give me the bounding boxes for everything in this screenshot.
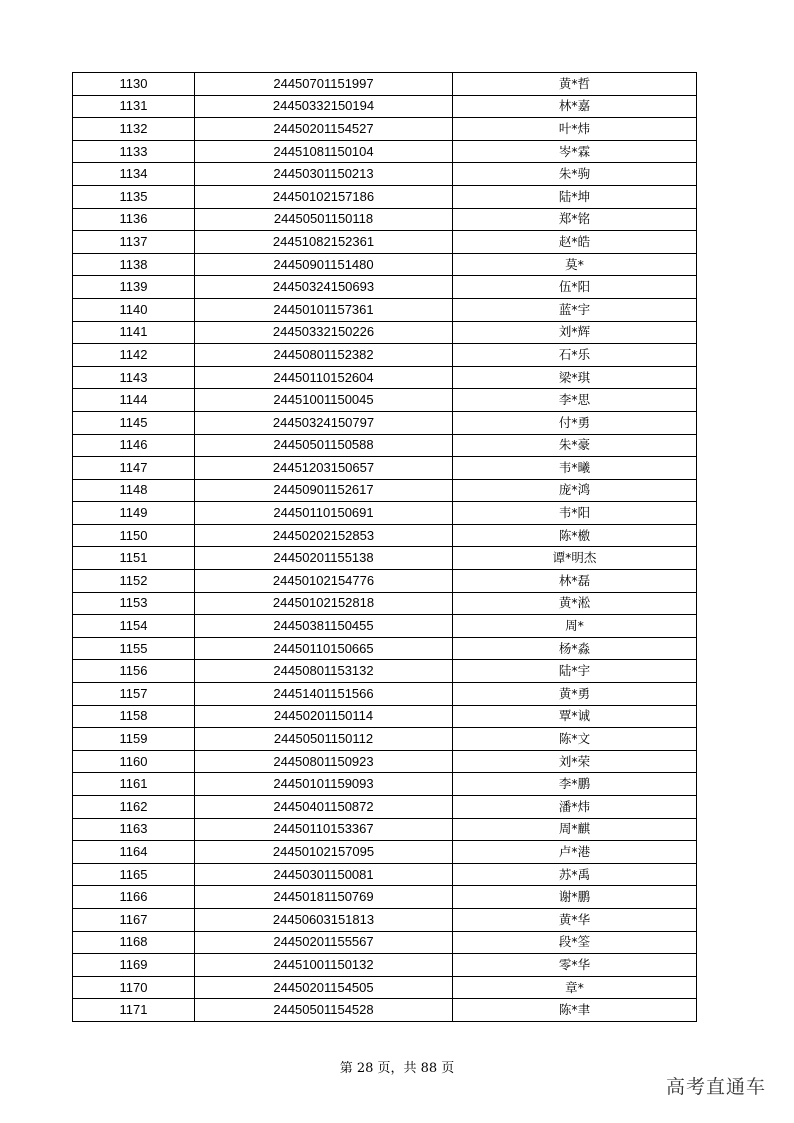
row-candidate-id: 24450101157361: [195, 298, 453, 321]
row-candidate-name: 朱*豪: [453, 434, 697, 457]
row-candidate-id: 24450201150114: [195, 705, 453, 728]
table-row: [73, 208, 697, 231]
table-row: [73, 185, 697, 208]
row-sequence-number: 1171: [73, 999, 195, 1022]
row-candidate-name: 赵*皓: [453, 231, 697, 254]
row-candidate-name: 蓝*宇: [453, 298, 697, 321]
row-candidate-name: 潘*炜: [453, 796, 697, 819]
row-candidate-id: 24450102152818: [195, 592, 453, 615]
row-sequence-number: 1132: [73, 118, 195, 141]
row-sequence-number: 1163: [73, 818, 195, 841]
table-row: [73, 253, 697, 276]
row-candidate-id: 24450332150194: [195, 95, 453, 118]
row-candidate-name: 刘*荣: [453, 750, 697, 773]
row-candidate-name: 林*磊: [453, 570, 697, 593]
row-sequence-number: 1162: [73, 796, 195, 819]
row-sequence-number: 1151: [73, 547, 195, 570]
row-candidate-id: 24450101159093: [195, 773, 453, 796]
row-sequence-number: 1142: [73, 344, 195, 367]
row-candidate-name: 庞*鸿: [453, 479, 697, 502]
row-candidate-name: 黄*勇: [453, 683, 697, 706]
row-candidate-name: 陆*宇: [453, 660, 697, 683]
table-row: [73, 547, 697, 570]
table-row: [73, 750, 697, 773]
row-candidate-id: 24450110150665: [195, 637, 453, 660]
row-candidate-name: 梁*琪: [453, 366, 697, 389]
table-row: [73, 863, 697, 886]
row-candidate-name: 苏*禹: [453, 863, 697, 886]
table-row: [73, 73, 697, 96]
row-candidate-id: 24450201155138: [195, 547, 453, 570]
row-candidate-name: 刘*辉: [453, 321, 697, 344]
row-sequence-number: 1143: [73, 366, 195, 389]
row-candidate-name: 段*筌: [453, 931, 697, 954]
row-candidate-name: 杨*淼: [453, 637, 697, 660]
row-sequence-number: 1160: [73, 750, 195, 773]
row-candidate-name: 郑*铭: [453, 208, 697, 231]
row-candidate-name: 李*鹏: [453, 773, 697, 796]
table-row: [73, 637, 697, 660]
table-row: [73, 999, 697, 1022]
row-candidate-id: 24451082152361: [195, 231, 453, 254]
row-candidate-id: 24451203150657: [195, 457, 453, 480]
row-candidate-id: 24451001150045: [195, 389, 453, 412]
row-candidate-name: 陈*檄: [453, 524, 697, 547]
table-row: [73, 344, 697, 367]
row-sequence-number: 1167: [73, 908, 195, 931]
table-row: [73, 434, 697, 457]
table-row: [73, 502, 697, 525]
table-row: [73, 886, 697, 909]
row-candidate-id: 24451401151566: [195, 683, 453, 706]
row-candidate-name: 黄*哲: [453, 73, 697, 96]
row-candidate-id: 24450110152604: [195, 366, 453, 389]
row-sequence-number: 1170: [73, 976, 195, 999]
table-row: [73, 908, 697, 931]
table-row: [73, 705, 697, 728]
row-candidate-id: 24450901151480: [195, 253, 453, 276]
row-candidate-id: 24450501154528: [195, 999, 453, 1022]
table-row: [73, 683, 697, 706]
row-candidate-name: 谢*鹏: [453, 886, 697, 909]
row-candidate-id: 24450501150118: [195, 208, 453, 231]
row-candidate-name: 零*华: [453, 954, 697, 977]
row-candidate-name: 陆*坤: [453, 185, 697, 208]
row-sequence-number: 1169: [73, 954, 195, 977]
table-row: [73, 163, 697, 186]
table-row: [73, 773, 697, 796]
table-row: [73, 592, 697, 615]
roster-table-body: [73, 73, 697, 1022]
row-candidate-id: 24450201154527: [195, 118, 453, 141]
row-sequence-number: 1161: [73, 773, 195, 796]
row-sequence-number: 1147: [73, 457, 195, 480]
page-number: 第 28 页，共 88 页: [339, 1061, 455, 1076]
table-row: [73, 321, 697, 344]
row-candidate-id: 24450801152382: [195, 344, 453, 367]
row-sequence-number: 1144: [73, 389, 195, 412]
row-sequence-number: 1146: [73, 434, 195, 457]
row-candidate-name: 叶*炜: [453, 118, 697, 141]
row-candidate-name: 章*: [453, 976, 697, 999]
row-candidate-id: 24451001150132: [195, 954, 453, 977]
table-row: [73, 366, 697, 389]
row-candidate-id: 24450202152853: [195, 524, 453, 547]
row-sequence-number: 1153: [73, 592, 195, 615]
row-sequence-number: 1154: [73, 615, 195, 638]
row-sequence-number: 1152: [73, 570, 195, 593]
table-row: [73, 660, 697, 683]
row-candidate-name: 李*思: [453, 389, 697, 412]
row-sequence-number: 1155: [73, 637, 195, 660]
row-candidate-id: 24450801153132: [195, 660, 453, 683]
row-candidate-id: 24450501150588: [195, 434, 453, 457]
table-row: [73, 479, 697, 502]
row-sequence-number: 1150: [73, 524, 195, 547]
row-candidate-id: 24450801150923: [195, 750, 453, 773]
row-candidate-id: 24450501150112: [195, 728, 453, 751]
watermark-logo: 高考直通车: [665, 1076, 766, 1098]
table-row: [73, 818, 697, 841]
row-candidate-name: 陈*聿: [453, 999, 697, 1022]
table-row: [73, 95, 697, 118]
row-candidate-name: 韦*阳: [453, 502, 697, 525]
row-candidate-name: 岑*霖: [453, 140, 697, 163]
row-candidate-id: 24450102157095: [195, 841, 453, 864]
row-sequence-number: 1148: [73, 479, 195, 502]
row-candidate-name: 陈*文: [453, 728, 697, 751]
table-row: [73, 796, 697, 819]
row-sequence-number: 1131: [73, 95, 195, 118]
row-sequence-number: 1158: [73, 705, 195, 728]
table-row: [73, 524, 697, 547]
table-row: [73, 140, 697, 163]
table-row: [73, 276, 697, 299]
row-candidate-id: 24450201154505: [195, 976, 453, 999]
row-candidate-name: 付*勇: [453, 411, 697, 434]
row-candidate-name: 韦*曦: [453, 457, 697, 480]
row-sequence-number: 1166: [73, 886, 195, 909]
row-candidate-name: 黄*华: [453, 908, 697, 931]
row-sequence-number: 1141: [73, 321, 195, 344]
table-row: [73, 411, 697, 434]
row-candidate-name: 谭*明杰: [453, 547, 697, 570]
row-candidate-id: 24450110153367: [195, 818, 453, 841]
row-sequence-number: 1159: [73, 728, 195, 751]
row-candidate-name: 林*嘉: [453, 95, 697, 118]
row-candidate-id: 24450301150081: [195, 863, 453, 886]
row-candidate-id: 24450110150691: [195, 502, 453, 525]
row-candidate-name: 周*麒: [453, 818, 697, 841]
row-sequence-number: 1134: [73, 163, 195, 186]
row-candidate-name: 周*: [453, 615, 697, 638]
row-candidate-id: 24450324150797: [195, 411, 453, 434]
table-row: [73, 231, 697, 254]
row-sequence-number: 1149: [73, 502, 195, 525]
row-candidate-id: 24450381150455: [195, 615, 453, 638]
row-sequence-number: 1145: [73, 411, 195, 434]
row-candidate-name: 伍*阳: [453, 276, 697, 299]
row-sequence-number: 1136: [73, 208, 195, 231]
table-row: [73, 841, 697, 864]
row-candidate-name: 黄*淞: [453, 592, 697, 615]
row-sequence-number: 1165: [73, 863, 195, 886]
row-candidate-id: 24450102157186: [195, 185, 453, 208]
table-row: [73, 298, 697, 321]
row-candidate-name: 朱*驹: [453, 163, 697, 186]
row-sequence-number: 1156: [73, 660, 195, 683]
row-candidate-id: 24450102154776: [195, 570, 453, 593]
row-candidate-id: 24450901152617: [195, 479, 453, 502]
row-candidate-id: 24450324150693: [195, 276, 453, 299]
table-row: [73, 118, 697, 141]
table-row: [73, 728, 697, 751]
row-sequence-number: 1138: [73, 253, 195, 276]
table-row: [73, 570, 697, 593]
row-candidate-name: 覃*诚: [453, 705, 697, 728]
row-candidate-name: 石*乐: [453, 344, 697, 367]
row-candidate-id: 24450603151813: [195, 908, 453, 931]
row-sequence-number: 1133: [73, 140, 195, 163]
row-candidate-id: 24450201155567: [195, 931, 453, 954]
row-candidate-id: 24450332150226: [195, 321, 453, 344]
row-sequence-number: 1130: [73, 73, 195, 96]
table-row: [73, 954, 697, 977]
row-candidate-name: 卢*港: [453, 841, 697, 864]
table-row: [73, 976, 697, 999]
row-candidate-id: 24451081150104: [195, 140, 453, 163]
row-sequence-number: 1157: [73, 683, 195, 706]
row-candidate-id: 24450301150213: [195, 163, 453, 186]
row-sequence-number: 1168: [73, 931, 195, 954]
table-row: [73, 389, 697, 412]
table-row: [73, 457, 697, 480]
row-sequence-number: 1135: [73, 185, 195, 208]
row-candidate-id: 24450401150872: [195, 796, 453, 819]
table-row: [73, 615, 697, 638]
row-sequence-number: 1140: [73, 298, 195, 321]
row-sequence-number: 1139: [73, 276, 195, 299]
row-sequence-number: 1137: [73, 231, 195, 254]
roster-table: [72, 72, 697, 1022]
row-sequence-number: 1164: [73, 841, 195, 864]
row-candidate-name: 莫*: [453, 253, 697, 276]
row-candidate-id: 24450701151997: [195, 73, 453, 96]
row-candidate-id: 24450181150769: [195, 886, 453, 909]
table-row: [73, 931, 697, 954]
